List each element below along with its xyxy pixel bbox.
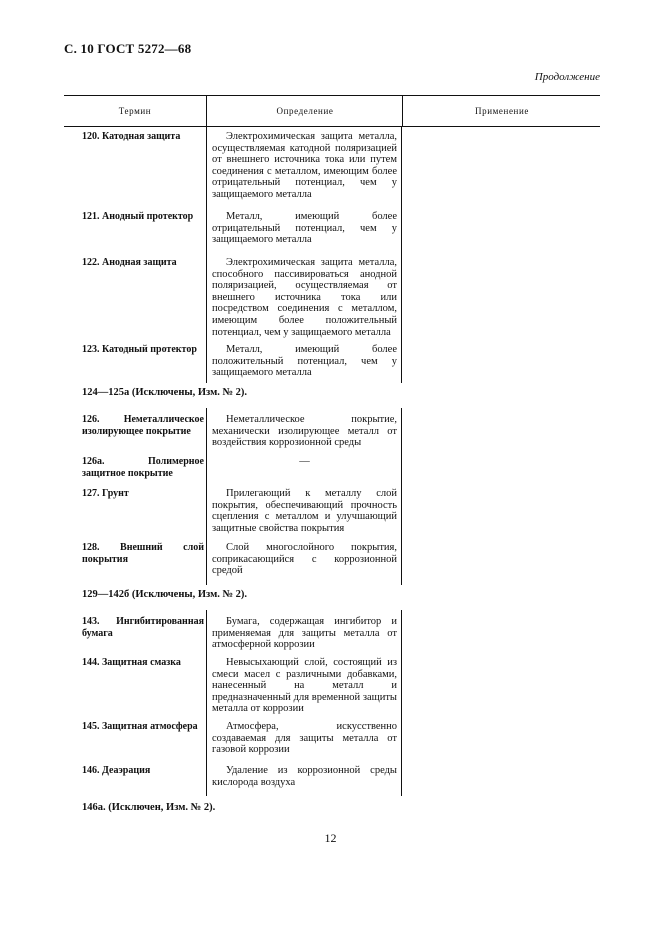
definition-cell: Неметаллическое покрытие, механически изолирующее металл от воздействия коррозионной среды	[206, 408, 402, 453]
definition-cell: Удаление из коррозионной среды кислорода воздуха	[206, 761, 402, 796]
table-row	[64, 453, 600, 485]
usage-cell	[402, 453, 600, 485]
definition-cell: Электрохимическая защита металла, осуществляемая катодной поляризацией от внешнего источника тока или путем соединения с металлом, имеющим более отрицательный потенциал, чем у защищаемого металла	[206, 127, 402, 210]
page-header: С. 10 ГОСТ 5272—68	[64, 41, 192, 56]
table-row	[64, 654, 600, 718]
definition-cell: Бумага, содержащая ингибитор и применяемая для защиты металла от атмосферной коррозии	[206, 610, 402, 654]
term-cell: 128. Внешний слой покрытия	[82, 542, 204, 565]
excluded-note: 124—125а (Исключены, Изм. № 2).	[82, 387, 248, 398]
table-row	[64, 255, 600, 340]
table-row	[64, 718, 600, 761]
excluded-note: 146а. (Исключен, Изм. № 2).	[82, 802, 216, 813]
definition-cell: Металл, имеющий более отрицательный потенциал, чем у защищаемого металла	[206, 210, 402, 255]
definition-cell: Металл, имеющий более положительный потенциал, чем у защищаемого металла	[206, 340, 402, 383]
definition-cell: Атмосфера, искусственно создаваемая для защиты металла от газовой коррозии	[206, 718, 402, 761]
page-number: 12	[324, 831, 337, 845]
continued-label: Продолжение	[534, 71, 600, 83]
excluded-row	[64, 585, 600, 610]
table-row	[64, 210, 600, 255]
definition-cell: Слой многослойного покрытия, соприкасающийся с коррозионной средой	[206, 540, 402, 585]
usage-cell	[402, 761, 600, 796]
usage-cell	[402, 255, 600, 340]
term-cell: 123. Катодный протектор	[82, 344, 197, 355]
term-cell: 146. Деаэрация	[82, 765, 151, 776]
table-row	[64, 340, 600, 383]
usage-cell	[402, 610, 600, 654]
definition-cell: Невысыхающий слой, состоящий из смеси масел с различными добавками, нанесенный на металл и предназначенный для временной защиты металла от коррозии	[206, 654, 402, 718]
table-row	[64, 540, 600, 585]
term-cell: 126а. Полимерное защитное покрытие	[82, 456, 204, 479]
usage-cell	[402, 485, 600, 540]
table-row	[64, 485, 600, 540]
excluded-row	[64, 796, 600, 821]
table-row	[64, 127, 600, 210]
term-cell: 120. Катодная защита	[82, 131, 181, 142]
term-cell: 126. Неметаллическое изолирующее покрытие	[82, 414, 204, 437]
excluded-row	[64, 383, 600, 408]
usage-cell	[402, 210, 600, 255]
term-cell: 143. Ингибитированная бумага	[82, 616, 204, 639]
usage-cell	[402, 408, 600, 453]
usage-cell	[402, 718, 600, 761]
column-header-definition: Определение	[206, 96, 403, 126]
usage-cell	[402, 540, 600, 585]
term-cell: 127. Грунт	[82, 488, 129, 499]
table-header	[64, 95, 600, 127]
table-row	[64, 408, 600, 453]
definition-cell: Электрохимическая защита металла, способного пассивироваться анодной поляризацией, осуществляемая от внешнего источника тока или посредством соединения с металлом, имеющим более положительный потенциал, чем у защищаемого металла	[206, 255, 402, 340]
definition-cell: Прилегающий к металлу слой покрытия, обеспечивающий прочность сцепления с металлом и улучшающий защитные свойства покрытия	[206, 485, 402, 540]
term-cell: 144. Защитная смазка	[82, 657, 181, 668]
excluded-note: 129—142б (Исключены, Изм. № 2).	[82, 589, 248, 600]
definition-cell: —	[206, 453, 402, 485]
usage-cell	[402, 340, 600, 383]
column-header-usage: Применение	[402, 96, 601, 126]
table-row	[64, 761, 600, 796]
usage-cell	[402, 654, 600, 718]
term-cell: 121. Анодный протектор	[82, 211, 194, 222]
table-row	[64, 610, 600, 654]
table-body	[64, 127, 600, 821]
usage-cell	[402, 127, 600, 210]
term-cell: 145. Защитная атмосфера	[82, 721, 198, 732]
term-cell: 122. Анодная защита	[82, 257, 177, 268]
column-header-term: Термин	[118, 106, 152, 116]
terms-table	[64, 95, 600, 821]
